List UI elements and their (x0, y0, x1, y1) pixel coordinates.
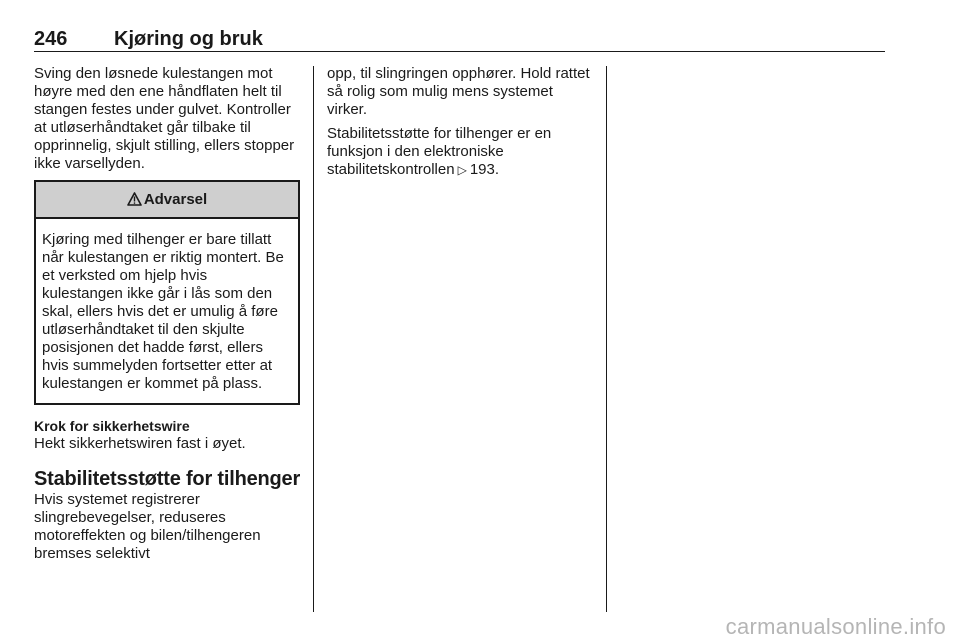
page-number: 246 (34, 28, 68, 50)
intro-paragraph: Sving den løsnede kulestangen mot høyre med den ene håndflaten helt til stangen festes under gulvet. Kontroller at utløserhåndtaket går tilbake til opprinnelig, skjult stilling, ellers stopper ikke varsellyden. (34, 65, 295, 172)
chapter-title: Kjøring og bruk (114, 28, 263, 50)
column-1 (34, 65, 300, 563)
page-reference[interactable]: 193. (469, 161, 500, 178)
stability-paragraph (327, 125, 595, 179)
warning-box (34, 180, 300, 405)
column-2 (327, 65, 595, 179)
page-reference-icon: ▷ (457, 163, 467, 177)
warning-triangle-icon (127, 192, 142, 206)
column-divider-1 (313, 66, 314, 612)
page-header (34, 28, 885, 50)
stability-text: Stabilitetsstøtte for tilhenger er en funksjon i den elektroniske stabilitetskontrollen (327, 125, 552, 178)
section-paragraph: Hvis systemet registrerer slingrebevegelser, reduseres motoreffekten og bilen/tilhengeren bremses selektivt (34, 491, 261, 562)
continued-paragraph: opp, til slingringen opphører. Hold rattet så rolig som mulig mens systemet virker. (327, 65, 590, 118)
column-divider-2 (606, 66, 607, 612)
warning-title: Advarsel (143, 191, 208, 208)
subheading-safety-wire: Krok for sikkerhetswire (34, 418, 190, 434)
watermark: carmanualsonline.info (725, 614, 946, 639)
warning-body: Kjøring med tilhenger er bare tillatt når kulestangen er riktig montert. Be et verksted om hjelp hvis kulestangen ikke går i lås som den skal, ellers hvis det er umulig å føre utløserhåndtaket til den skjulte posisjonen det hadde først, ellers hvis summelyden fortsetter etter at kulestangen er kommet på plass. (42, 231, 284, 392)
warning-header (36, 182, 298, 219)
header-rule (34, 51, 885, 52)
safety-wire-text: Hekt sikkerhetswiren fast i øyet. (34, 435, 246, 452)
section-heading: Stabilitetsstøtte for tilhenger (34, 468, 301, 490)
